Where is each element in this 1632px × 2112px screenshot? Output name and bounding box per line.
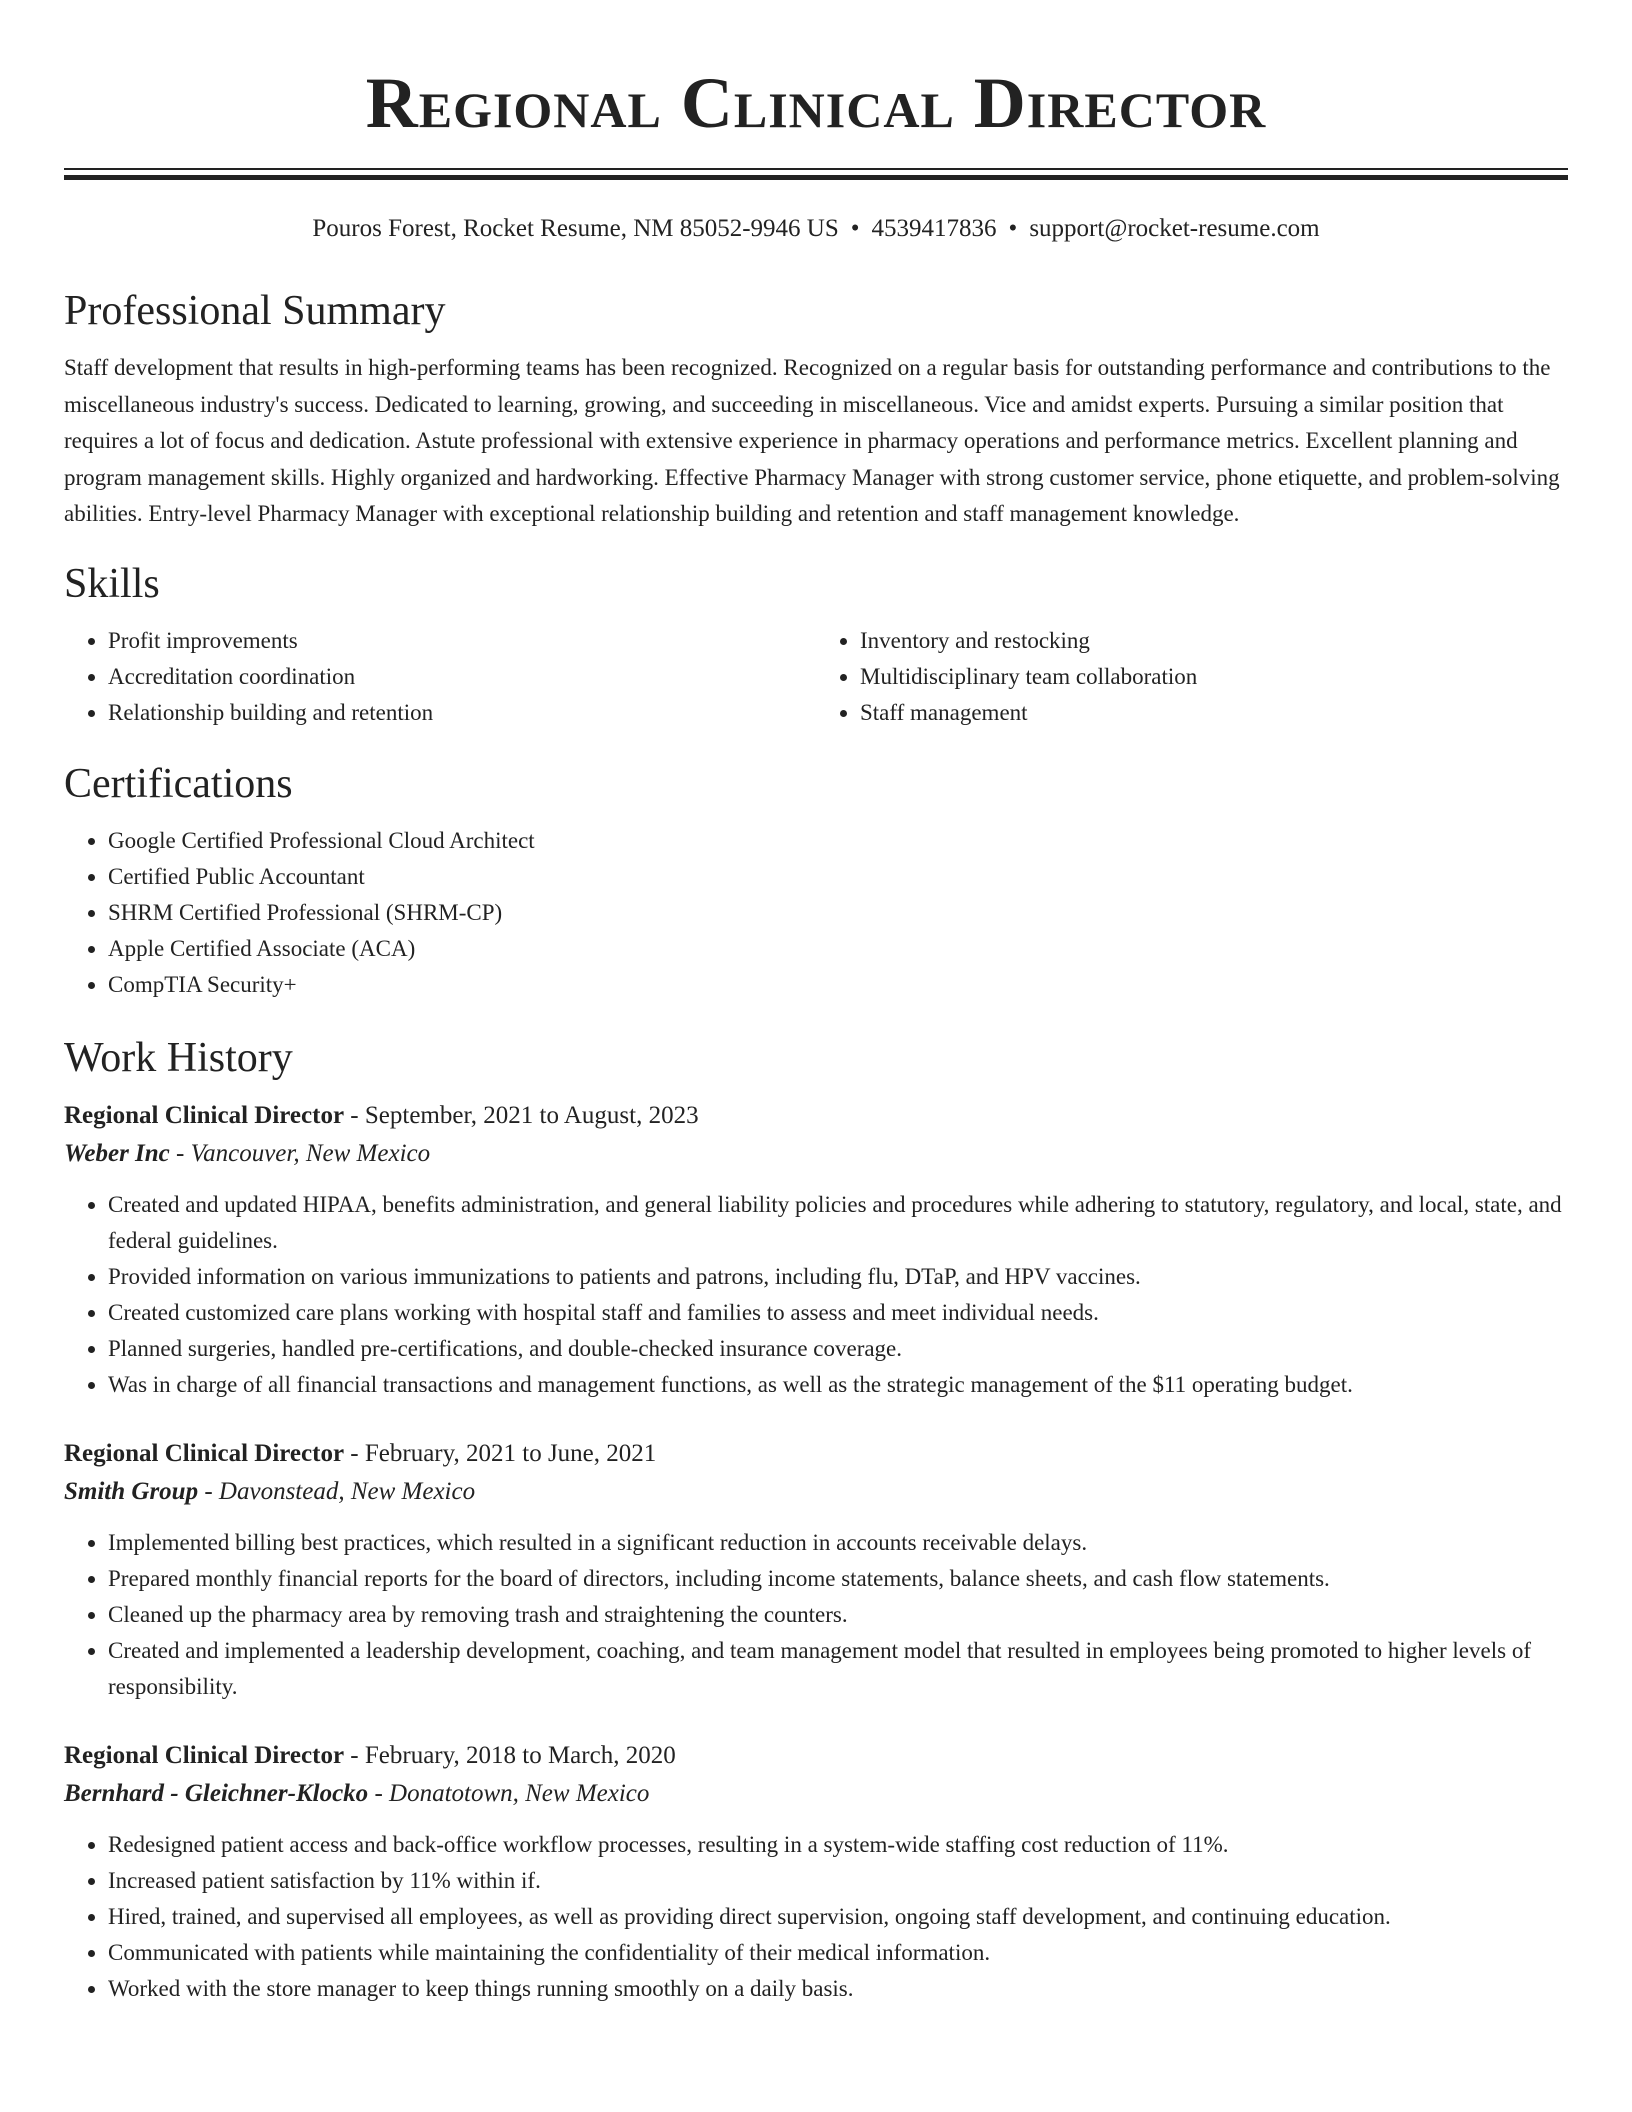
job-title-line <box>64 1737 1568 1775</box>
job-title: Regional Clinical Director <box>64 1741 345 1769</box>
job-location: - Davonstead, New Mexico <box>198 1477 476 1505</box>
job-bullet: • Planned surgeries, handled pre-certifications, and double-checked insurance coverage. <box>108 1331 1568 1367</box>
job-bullet: • Provided information on various immunizations to patients and patrons, including flu, DTaP, and HPV vaccines. <box>108 1259 1568 1295</box>
certification-item: • Google Certified Professional Cloud Architect <box>108 823 1568 859</box>
contact-line <box>64 214 1568 244</box>
job-company: Smith Group <box>64 1477 199 1505</box>
contact-separator: • <box>1008 215 1018 242</box>
contact-email: support@rocket-resume.com <box>1029 215 1320 242</box>
contact-phone: 4539417836 <box>871 215 997 242</box>
job-company: Bernhard - Gleichner-Klocko <box>64 1779 369 1807</box>
skill-item: • Staff management <box>860 695 1568 731</box>
skill-item: • Relationship building and retention <box>108 695 816 731</box>
job-bullet: • Increased patient satisfaction by 11% within if. <box>108 1863 1568 1899</box>
skills-column-left <box>64 623 816 731</box>
certification-item: • Certified Public Accountant <box>108 859 1568 895</box>
job-dates: - February, 2018 to March, 2020 <box>344 1741 676 1769</box>
skill-item: • Profit improvements <box>108 623 816 659</box>
skills-list <box>64 623 1568 731</box>
job-title-line <box>64 1097 1568 1135</box>
job-entry <box>64 1097 1568 1403</box>
header-rule-thick <box>64 175 1568 180</box>
job-entry <box>64 1737 1568 2007</box>
job-company-line <box>64 1135 1568 1173</box>
job-bullet: • Worked with the store manager to keep things running smoothly on a daily basis. <box>108 1971 1568 2007</box>
job-company: Weber Inc <box>64 1139 170 1167</box>
job-title: Regional Clinical Director <box>64 1101 345 1129</box>
job-bullet: • Was in charge of all financial transactions and management functions, as well as the strategic management of the $11 operating budget. <box>108 1367 1568 1403</box>
skills-heading: Skills <box>64 560 160 607</box>
job-bullet: • Prepared monthly financial reports for the board of directors, including income statements, balance sheets, and cash flow statements. <box>108 1561 1568 1597</box>
job-title-line <box>64 1435 1568 1473</box>
job-bullet: • Cleaned up the pharmacy area by removing trash and straightening the counters. <box>108 1597 1568 1633</box>
contact-address: Pouros Forest, Rocket Resume, NM 85052-9946 US <box>312 215 839 242</box>
job-location: - Vancouver, New Mexico <box>169 1139 431 1167</box>
contact-separator: • <box>850 215 860 242</box>
job-bullets <box>64 1525 1568 1705</box>
job-bullet: • Created and implemented a leadership development, coaching, and team management model that resulted in employees being promoted to higher levels of responsibility. <box>108 1633 1568 1705</box>
job-bullet: • Redesigned patient access and back-office workflow processes, resulting in a system-wide staffing cost reduction of 11%. <box>108 1827 1568 1863</box>
job-entry <box>64 1435 1568 1705</box>
candidate-name: Regional Clinical Director <box>365 63 1267 143</box>
skill-item: • Inventory and restocking <box>860 623 1568 659</box>
header-rule-thin <box>64 168 1568 170</box>
skill-item: • Multidisciplinary team collaboration <box>860 659 1568 695</box>
job-bullet: • Created customized care plans working with hospital staff and families to assess and meet individual needs. <box>108 1295 1568 1331</box>
job-bullets <box>64 1187 1568 1403</box>
job-bullets <box>64 1827 1568 2007</box>
job-dates: - February, 2021 to June, 2021 <box>344 1439 657 1467</box>
summary-heading: Professional Summary <box>64 288 446 334</box>
certifications-list <box>64 823 1568 1003</box>
certification-item: • CompTIA Security+ <box>108 967 1568 1003</box>
skills-column-right <box>816 623 1568 731</box>
summary-text: Staff development that results in high-performing teams has been recognized. Recognized on a regular basis for outstanding performance and contributions to the miscellaneous industry's success. Dedicated to learning, growing, and succeeding in miscellaneous. Vice and amidst experts. Pursuing a similar position that requires a lot of focus and dedication. Astute professional with extensive experience in pharmacy operations and performance metrics. Excellent planning and program management skills. Highly organized and hardworking. Effective Pharmacy Manager with strong customer service, phone etiquette, and problem-solving abilities. Entry-level Pharmacy Manager with exceptional relationship building and retention and staff management knowledge. <box>64 355 1560 526</box>
job-bullet: • Hired, trained, and supervised all employees, as well as providing direct supervision, ongoing staff development, and continuing education. <box>108 1899 1568 1935</box>
job-dates: - September, 2021 to August, 2023 <box>344 1101 699 1129</box>
job-bullet: • Implemented billing best practices, which resulted in a significant reduction in accounts receivable delays. <box>108 1525 1568 1561</box>
certification-item: • Apple Certified Associate (ACA) <box>108 931 1568 967</box>
work-history-heading: Work History <box>64 1034 293 1081</box>
job-location: - Donatotown, New Mexico <box>368 1779 650 1807</box>
certifications-heading: Certifications <box>64 760 293 807</box>
job-company-line <box>64 1473 1568 1511</box>
job-bullet: • Communicated with patients while maintaining the confidentiality of their medical information. <box>108 1935 1568 1971</box>
job-company-line <box>64 1775 1568 1813</box>
skill-item: • Accreditation coordination <box>108 659 816 695</box>
certification-item: • SHRM Certified Professional (SHRM-CP) <box>108 895 1568 931</box>
job-bullet: • Created and updated HIPAA, benefits administration, and general liability policies and procedures while adhering to statutory, regulatory, and local, state, and federal guidelines. <box>108 1187 1568 1259</box>
job-title: Regional Clinical Director <box>64 1439 345 1467</box>
